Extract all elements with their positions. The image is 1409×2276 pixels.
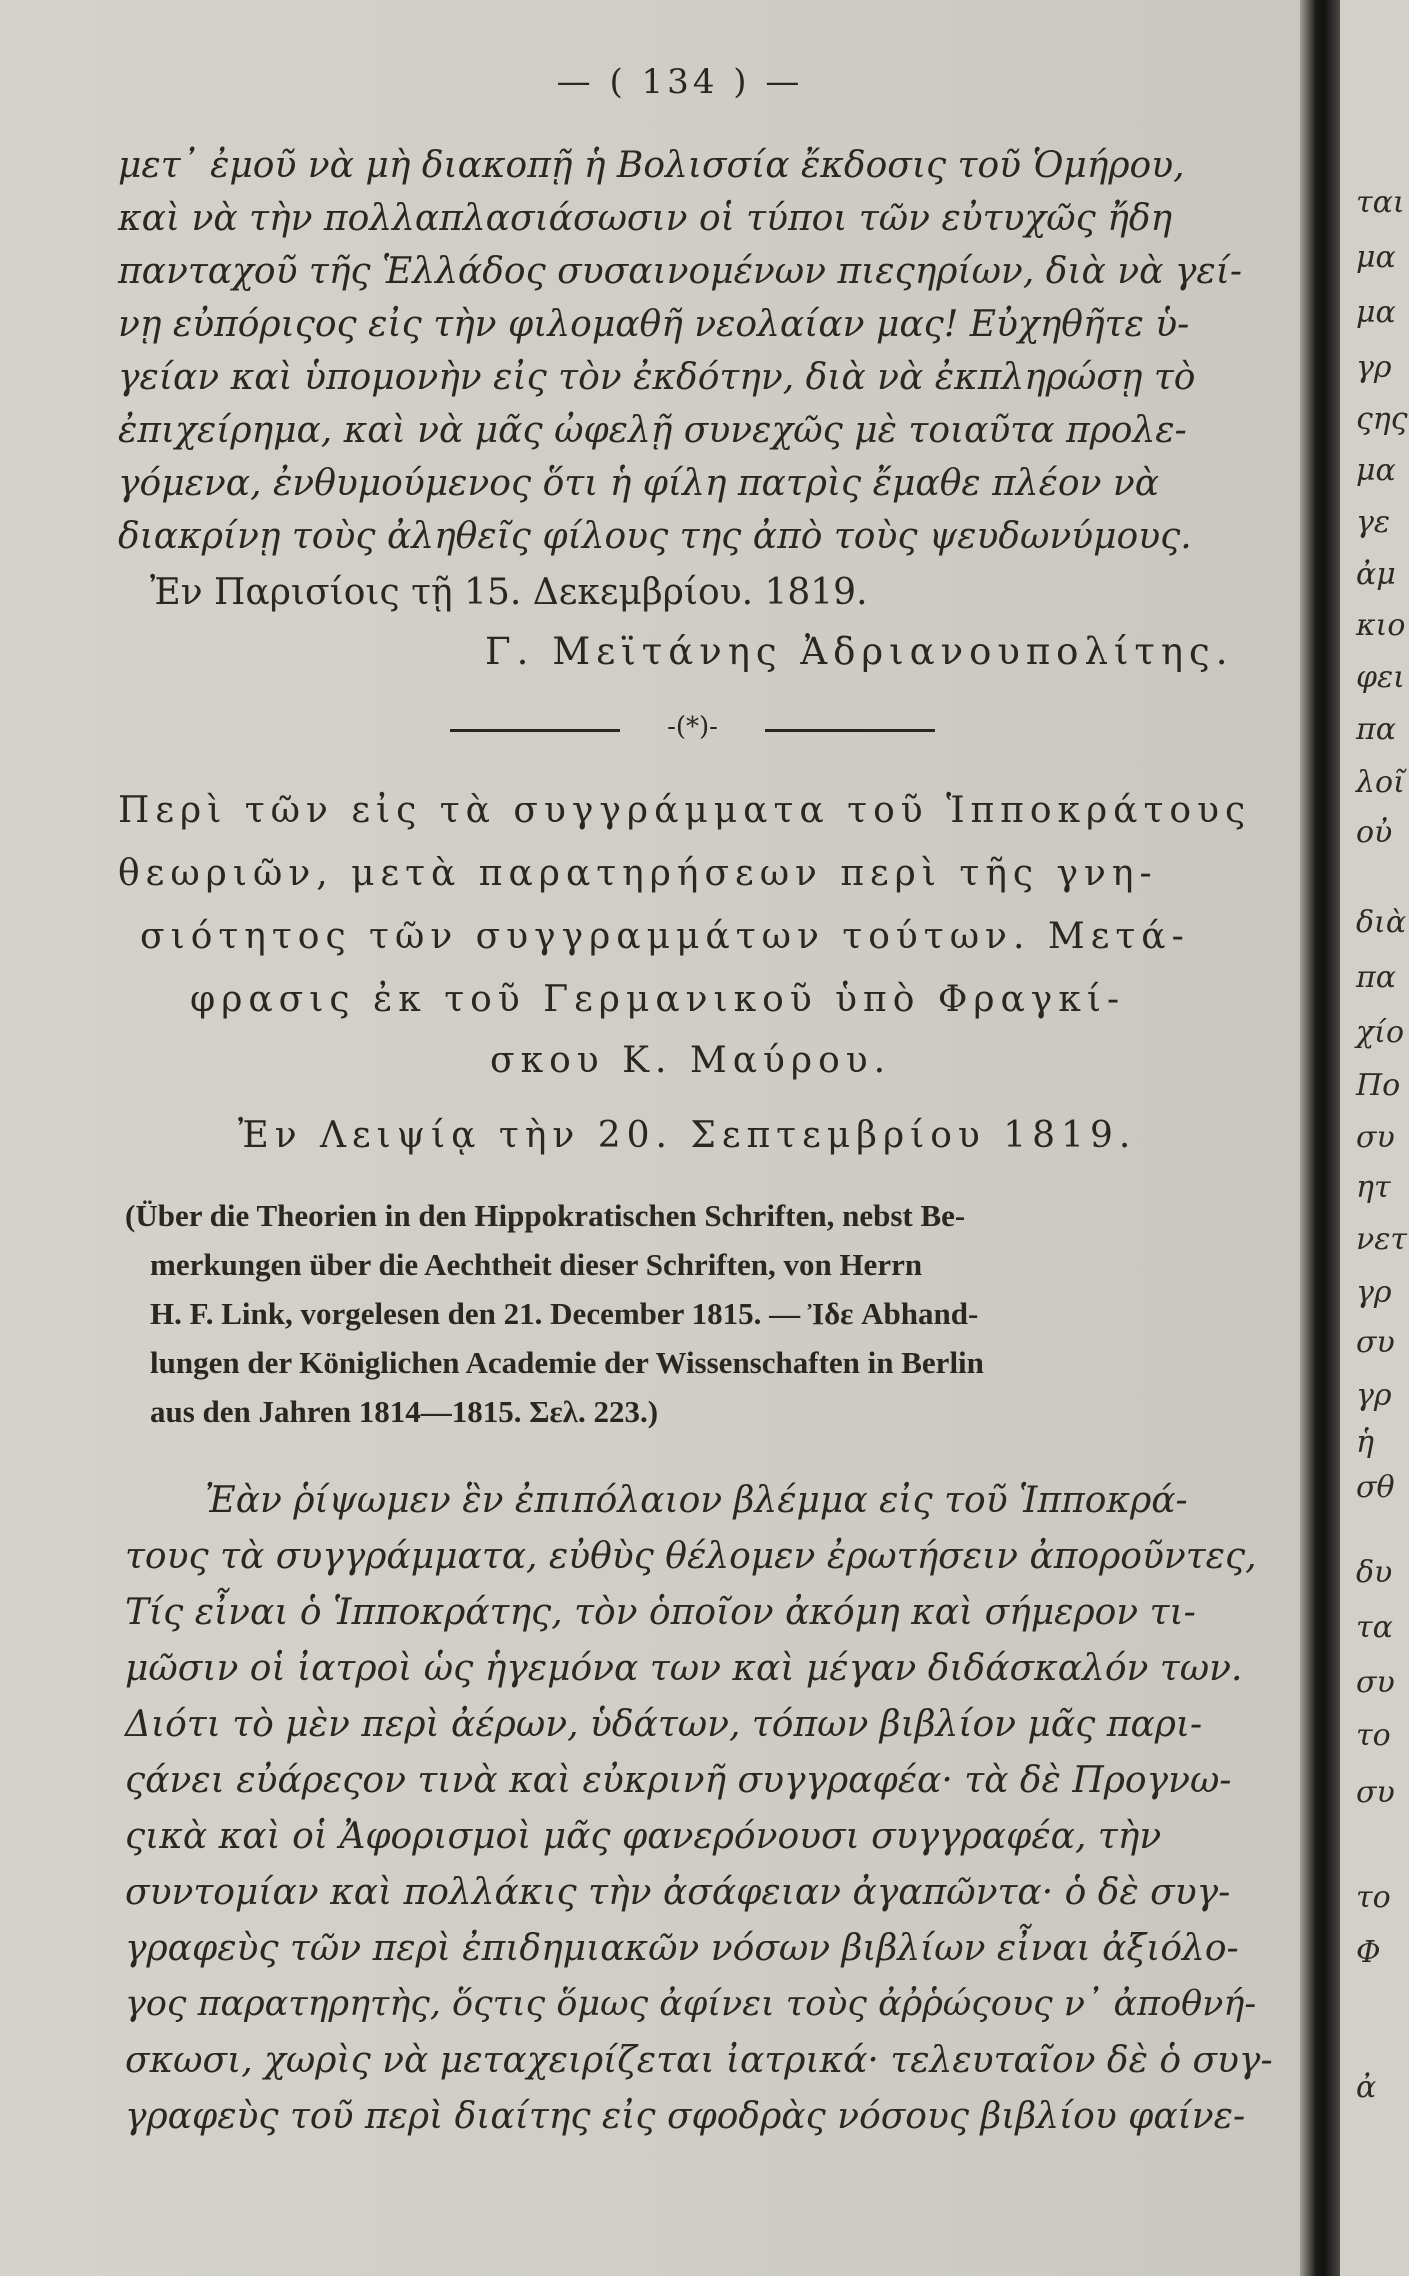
facing-fragment: ητ (1356, 1170, 1391, 1205)
facing-fragment: γε (1356, 505, 1391, 540)
section-divider (450, 712, 935, 742)
title-line: σιότητος τῶν συγγραμμάτων τούτων. Μετά- (140, 916, 1190, 957)
facing-fragment: χίο (1356, 1015, 1405, 1050)
text-line: γείαν καὶ ὑπομονὴν εἰς τὸν ἐκδότην, διὰ νὰ ἐκπληρώσῃ τὸ (118, 357, 1196, 398)
citation-line: H. F. Link, vorgelesen den 21. December 1815. — Ἰδε Abhand- (150, 1296, 979, 1331)
facing-fragment: πα (1356, 712, 1396, 747)
facing-fragment: ἀ (1356, 2070, 1377, 2105)
title-line: σκου Κ. Μαύρου. (490, 1040, 892, 1081)
facing-fragment: δυ (1356, 1555, 1393, 1590)
divider-asterisk: -(*)- (667, 712, 718, 742)
facing-page-edge (1340, 0, 1409, 2276)
facing-fragment: Πο (1356, 1068, 1401, 1103)
text-line: μῶσιν οἱ ἰατροὶ ὡς ἡγεμόνα των καὶ μέγαν διδάσκαλόν των. (125, 1648, 1243, 1689)
text-line: ςάνει εὐάρεςον τινὰ καὶ εὐκρινῆ συγγραφέα· τὰ δὲ Προγνω- (125, 1760, 1232, 1801)
text-line: καὶ νὰ τὴν πολλαπλασιάσωσιν οἱ τύποι τῶν εὐτυχῶς ἤδη (118, 198, 1173, 239)
text-line: Ἐὰν ῥίψωμεν ἓν ἐπιπόλαιον βλέμμα εἰς τοῦ Ἱπποκρά- (205, 1480, 1188, 1521)
facing-fragment: ἡ (1356, 1425, 1374, 1460)
facing-fragment: μα (1356, 240, 1396, 275)
facing-fragment: φει (1356, 660, 1405, 695)
facing-fragment: ται (1356, 185, 1405, 220)
book-gutter (1300, 0, 1340, 2276)
article-dateline: Ἐν Λειψίᾳ τὴν 20. Σεπτεμβρίου 1819. (238, 1115, 1137, 1156)
facing-fragment: συ (1356, 1775, 1395, 1810)
citation-line: aus den Jahren 1814—1815. Σελ. 223.) (150, 1394, 659, 1429)
text-line: νῃ εὐπόριςος εἰς τὴν φιλομαθῆ νεολαίαν μας! Εὐχηθῆτε ὑ- (118, 304, 1190, 345)
text-line: Τίς εἶναι ὁ Ἱπποκράτης, τὸν ὁποῖον ἀκόμη καὶ σήμερον τι- (125, 1592, 1196, 1633)
facing-fragment: συ (1356, 1120, 1395, 1155)
letter-dateline: Ἐν Παρισίοις τῇ 15. Δεκεμβρίου. 1819. (150, 572, 868, 613)
letter-signature: Γ. Μεϊτάνης Ἀδριανουπολίτης. (485, 630, 1234, 673)
facing-fragment: συ (1356, 1665, 1395, 1700)
divider-rule-right (765, 729, 935, 732)
title-line: Περὶ τῶν εἰς τὰ συγγράμματα τοῦ Ἱπποκράτους (118, 790, 1252, 831)
text-line: γραφεὺς τῶν περὶ ἐπιδημιακῶν νόσων βιβλίων εἶναι ἀξιόλο- (125, 1928, 1239, 1969)
facing-fragment: οὐ (1356, 815, 1393, 850)
facing-fragment: πα (1356, 960, 1396, 995)
facing-fragment: Φ (1356, 1935, 1381, 1970)
facing-fragment: γρ (1356, 350, 1392, 385)
text-line: γόμενα, ἐνθυμούμενος ὅτι ἡ φίλη πατρὶς ἔμαθε πλέον νὰ (118, 463, 1160, 504)
facing-fragment: λοῖ (1356, 765, 1405, 800)
text-line: διακρίνῃ τοὺς ἀληθεῖς φίλους της ἀπὸ τοὺς ψευδωνύμους. (118, 516, 1192, 557)
facing-fragment: τα (1356, 1610, 1393, 1645)
page-number: — ( 134 ) — (556, 62, 804, 102)
facing-fragment: διὰ (1356, 905, 1407, 940)
citation-line: merkungen über die Aechtheit dieser Schriften, von Herrn (150, 1247, 923, 1282)
facing-fragment: ςης (1356, 402, 1408, 437)
facing-fragment: νετ (1356, 1222, 1407, 1257)
facing-fragment: το (1356, 1880, 1391, 1915)
citation-line: lungen der Königlichen Academie der Wissenschaften in Berlin (150, 1345, 984, 1380)
citation-line: (Über die Theorien in den Hippokratischen Schriften, nebst Be- (125, 1198, 966, 1233)
facing-fragment: κιο (1356, 608, 1406, 643)
text-line: τους τὰ συγγράμματα, εὐθὺς θέλομεν ἐρωτήσειν ἀποροῦντες, (125, 1536, 1257, 1577)
text-line: σκωσι, χωρὶς νὰ μεταχειρίζεται ἰατρικά· τελευταῖον δὲ ὁ συγ- (125, 2040, 1273, 2081)
text-line: μετ᾽ ἐμοῦ νὰ μὴ διακοπῇ ἡ Βολισσία ἔκδοσις τοῦ Ὁμήρου, (118, 145, 1185, 186)
facing-fragment: μα (1356, 295, 1396, 330)
facing-fragment: γρ (1356, 1378, 1392, 1413)
text-line: γος παρατηρητὴς, ὅςτις ὅμως ἀφίνει τοὺς ἀῤῥώςους ν᾽ ἀποθνή- (125, 1984, 1257, 2024)
facing-fragment: γρ (1356, 1275, 1392, 1310)
text-line: γραφεὺς τοῦ περὶ διαίτης εἰς σφοδρὰς νόσους βιβλίου φαίνε- (125, 2096, 1246, 2137)
text-line: ςικὰ καὶ οἱ Ἀφορισμοὶ μᾶς φανερόνουσι συγγραφέα, τὴν (125, 1816, 1162, 1857)
title-line: φρασις ἐκ τοῦ Γερμανικοῦ ὑπὸ Φραγκί- (190, 979, 1126, 1020)
text-line: πανταχοῦ τῆς Ἑλλάδος συσαινομένων πιεςηρίων, διὰ νὰ γεί- (118, 251, 1242, 292)
facing-fragment: συ (1356, 1325, 1395, 1360)
title-line: θεωριῶν, μετὰ παρατηρήσεων περὶ τῆς γνη- (118, 853, 1158, 894)
facing-fragment: σθ (1356, 1470, 1395, 1505)
text-line: ἐπιχείρημα, καὶ νὰ μᾶς ὠφελῇ συνεχῶς μὲ τοιαῦτα προλε- (118, 410, 1187, 451)
facing-fragment: ἀμ (1356, 557, 1396, 592)
divider-rule-left (450, 729, 620, 732)
facing-fragment: το (1356, 1718, 1391, 1753)
text-line: Διότι τὸ μὲν περὶ ἀέρων, ὑδάτων, τόπων βιβλίον μᾶς παρι- (125, 1704, 1203, 1745)
text-line: συντομίαν καὶ πολλάκις τὴν ἀσάφειαν ἀγαπῶντα· ὁ δὲ συγ- (125, 1872, 1231, 1913)
facing-fragment: μα (1356, 453, 1396, 488)
